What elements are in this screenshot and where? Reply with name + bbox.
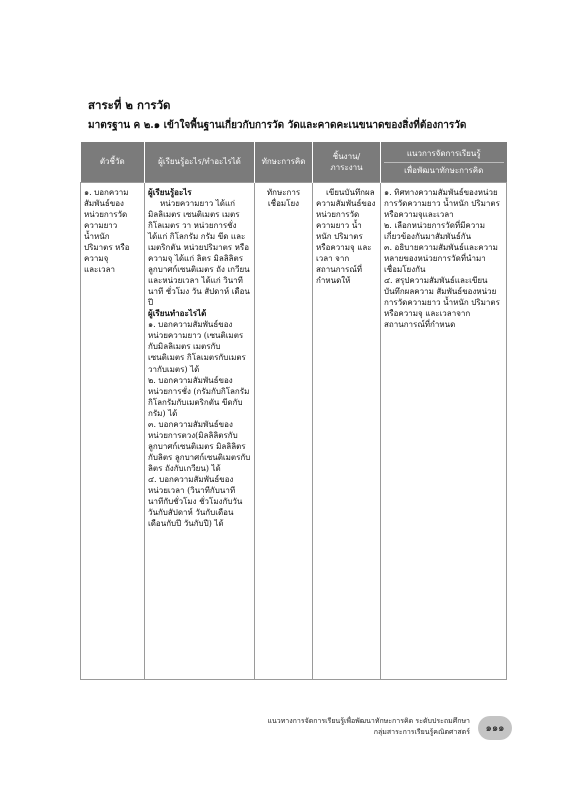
cell-indicator: [81, 183, 145, 680]
learning-know-text: หน่วยความยาว ได้แก่ มิลลิเมตร เซนติเมตร เมตร กิโลเมตร วา หน่วยการชั่ง ได้แก่ กิโลกรัม กรัม ขีด และ เมตริกตัน หน่วยปริมาตร หรือความจุ ได้แก่ ลิตร มิลลิลิตร ลูกบาศก์เซนติเมตร ถัง เกวียน และหน่วยเวลา ได้แก่ วินาที นาที ชั่วโมง วัน สัปดาห์ เดือน ปี: [148, 199, 250, 308]
header-work-line1: ชิ้นงาน/: [332, 151, 361, 161]
work-text: เขียนบันทึกผลความสัมพันธ์ของหน่วยการวัดความยาว น้ำหนัก ปริมาตรหรือความจุ และเวลา จากสถานการณ์ที่กำหนดให้: [316, 188, 376, 286]
indicator-line: หน่วยการวัด: [84, 210, 128, 220]
footer-line-2: กลุ่มสาระการเรียนรู้คณิตศาสตร์: [373, 727, 470, 736]
header-approach: [381, 142, 507, 183]
approach-item: ๒. เลือกหน่วยการวัดที่มีความเกี่ยวข้องกันมาสัมพันธ์กัน: [384, 221, 486, 242]
cell-skill: ทักษะการเชื่อมโยง: [255, 183, 313, 680]
cell-work: [313, 183, 381, 680]
header-skill: ทักษะการคิด: [255, 142, 313, 183]
indicator-line: ปริมาตร หรือ: [84, 243, 130, 253]
learning-do-item: ๒. บอกความสัมพันธ์ของหน่วยการชั่ง (กรัมกับกิโลกรัม กิโลกรัมกับเมตริกตัน ขีดกับกรัม) ได้: [148, 375, 250, 418]
header-work-line2: ภาระงาน: [330, 163, 363, 172]
learning-do-item: ๑. บอกความสัมพันธ์ของหน่วยความยาว (เซนติเมตรกับมิลลิเมตร เมตรกับเซนติเมตร กิโลเมตรกับเมตร วากับเมตร) ได้: [148, 320, 246, 374]
curriculum-table: [80, 142, 507, 680]
indicator-line: ๑. บอกความ: [84, 188, 129, 197]
page-number: ๑๑๑: [478, 716, 512, 740]
approach-item: ๔. สรุปความสัมพันธ์และเขียนบันทึกผลความ สัมพันธ์ของหน่วยการวัดความยาว น้ำหนัก ปริมาตร หรือความจุ และเวลาจากสถานการณ์ที่กำหนด: [384, 276, 500, 330]
header-approach-line1: แนวการจัดการเรียนรู้: [406, 149, 481, 159]
table-row: [81, 183, 507, 680]
learning-do-item: ๔. บอกความสัมพันธ์ของหน่วยเวลา (วินาทีกับนาที นาทีกับชั่วโมง ชั่วโมงกับวัน วันกับสัปดาห์ วันกับเดือน เดือนกับปี วันกับปี) ได้: [148, 474, 243, 528]
learning-do-item: ๓. บอกความสัมพันธ์ของหน่วยการตวง(มิลลิลิตรกับลูกบาศก์เซนติเมตร มิลลิลิตรกับลิตร ลูกบาศก์เซนติเมตรกับลิตร ถังกับเกวียน) ได้: [148, 419, 251, 473]
cell-approach: [381, 183, 507, 680]
indicator-line: สัมพันธ์ของ: [84, 199, 124, 209]
learning-do-heading: ผู้เรียนทำอะไรได้: [148, 308, 207, 319]
header-indicator: ตัวชี้วัด: [81, 142, 145, 183]
approach-item: ๑. ทิศทางความสัมพันธ์ของหน่วยการวัดความยาว น้ำหนัก ปริมาตร หรือความจุและเวลา: [384, 188, 500, 220]
header-work: [313, 142, 381, 183]
table-header-row: [81, 142, 507, 183]
indicator-line: ความจุ: [84, 254, 109, 264]
indicator-line: ความยาว: [84, 221, 118, 231]
standard-title: มาตรฐาน ค ๒.๑ เข้าใจพื้นฐานเกี่ยวกับการวัด วัดและคาดคะเนขนาดของสิ่งที่ต้องการวัด: [88, 120, 467, 131]
header-learning: ผู้เรียนรู้อะไร/ทำอะไรได้: [145, 142, 255, 183]
footer-line-1: แนวทางการจัดการเรียนรู้เพื่อพัฒนาทักษะการคิด ระดับประถมศึกษา: [267, 717, 470, 725]
cell-learning: [145, 183, 255, 680]
indicator-line: และเวลา: [84, 265, 115, 275]
page-footer: [267, 716, 470, 737]
indicator-line: น้ำหนัก: [84, 232, 110, 242]
approach-item: ๓. อธิบายความสัมพันธ์และความหลายของหน่วยการวัดที่นำมาเชื่อมโยงกัน: [384, 243, 498, 275]
learning-know-heading: ผู้เรียนรู้อะไร: [148, 187, 192, 197]
strand-title: สาระที่ ๒ การวัด: [88, 98, 171, 112]
header-approach-line2: เพื่อพัฒนาทักษะการคิด: [384, 162, 504, 176]
